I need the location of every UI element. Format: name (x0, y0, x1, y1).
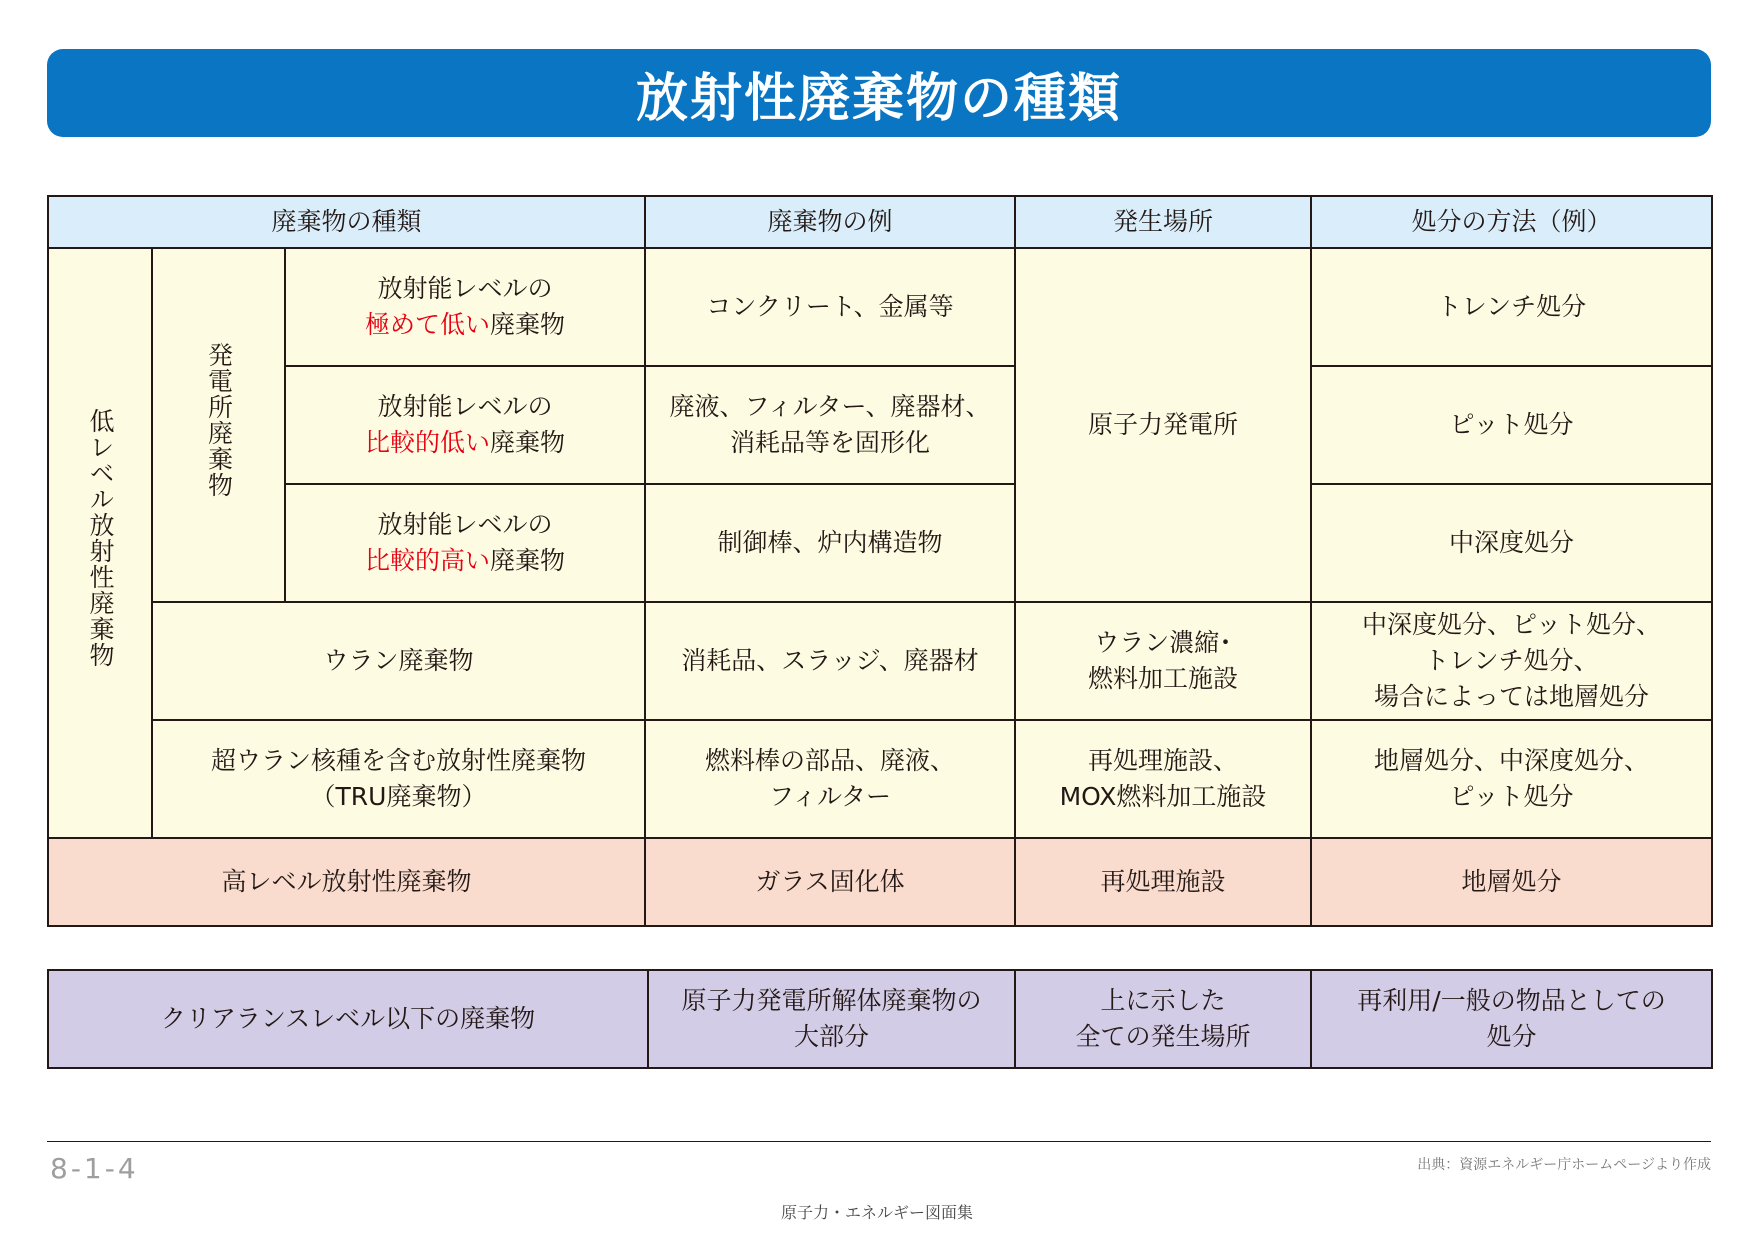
location-cell: 再処理施設 (1015, 838, 1311, 926)
type-prefix: 放射能レベルの (377, 274, 553, 303)
disposal-cell: ピット処分 (1311, 366, 1712, 484)
example-cell: 制御棒、炉内構造物 (645, 484, 1015, 602)
location-cell: ウラン濃縮･ 燃料加工施設 (1015, 602, 1311, 720)
type-highlight: 比較的低い (364, 428, 490, 457)
disposal-cell: 再利用/一般の物品としての 処分 (1311, 970, 1712, 1068)
title-bar (47, 49, 1711, 137)
header-disposal: 処分の方法（例） (1311, 196, 1712, 248)
disposal-cell: 中深度処分、ピット処分、 トレンチ処分、 場合によっては地層処分 (1311, 602, 1712, 720)
example-cell: 原子力発電所解体廃棄物の 大部分 (648, 970, 1015, 1068)
header-row (48, 196, 1712, 248)
page-number: 8-1-4 (50, 1152, 139, 1185)
clearance-table (47, 969, 1713, 1069)
type-prefix: 放射能レベルの (377, 510, 553, 539)
low-level-group-label: 低レベル放射性廃棄物 (86, 408, 115, 668)
low-level-group-cell (48, 248, 152, 838)
type-suffix: 廃棄物 (490, 546, 566, 575)
waste-types-table (47, 195, 1713, 927)
waste-type-cell (285, 248, 645, 366)
waste-type-cell: 超ウラン核種を含む放射性廃棄物 （TRU廃棄物） (152, 720, 645, 838)
header-location: 発生場所 (1015, 196, 1311, 248)
header-type: 廃棄物の種類 (48, 196, 645, 248)
disposal-cell: 中深度処分 (1311, 484, 1712, 602)
waste-type-cell (285, 366, 645, 484)
table-row (48, 602, 1712, 720)
plant-waste-group-label: 発電所廃棄物 (204, 342, 234, 498)
plant-waste-group-cell (152, 248, 285, 602)
header-example: 廃棄物の例 (645, 196, 1015, 248)
waste-type-cell (285, 484, 645, 602)
high-level-row (48, 838, 1712, 926)
disposal-cell: 地層処分、中深度処分、 ピット処分 (1311, 720, 1712, 838)
table-row (48, 366, 1712, 484)
table-row (48, 248, 1712, 366)
waste-type-cell: 高レベル放射性廃棄物 (48, 838, 645, 926)
book-title: 原子力・エネルギー図面集 (780, 1203, 973, 1222)
example-cell: 消耗品、スラッジ、廃器材 (645, 602, 1015, 720)
type-highlight: 比較的高い (364, 546, 490, 575)
location-cell: 上に示した 全ての発生場所 (1015, 970, 1311, 1068)
page-title: 放射性廃棄物の種類 (635, 68, 1122, 129)
disposal-cell: 地層処分 (1311, 838, 1712, 926)
type-suffix: 廃棄物 (490, 310, 566, 339)
example-cell: 燃料棒の部品、廃液、 フィルター (645, 720, 1015, 838)
waste-type-cell: クリアランスレベル以下の廃棄物 (48, 970, 648, 1068)
source-note: 出典：資源エネルギー庁ホームページより作成 (1417, 1157, 1711, 1173)
type-suffix: 廃棄物 (490, 428, 566, 457)
footer-divider (47, 1141, 1711, 1142)
type-highlight: 極めて低い (364, 310, 490, 339)
location-cell: 再処理施設、 MOX燃料加工施設 (1015, 720, 1311, 838)
example-cell: 廃液、フィルター、廃器材、 消耗品等を固形化 (645, 366, 1015, 484)
location-cell: 原子力発電所 (1015, 248, 1311, 602)
example-cell: ガラス固化体 (645, 838, 1015, 926)
waste-type-cell: ウラン廃棄物 (152, 602, 645, 720)
type-prefix: 放射能レベルの (377, 392, 553, 421)
disposal-cell: トレンチ処分 (1311, 248, 1712, 366)
table-row (48, 484, 1712, 602)
table-row (48, 720, 1712, 838)
clearance-row (48, 970, 1712, 1068)
example-cell: コンクリート、金属等 (645, 248, 1015, 366)
